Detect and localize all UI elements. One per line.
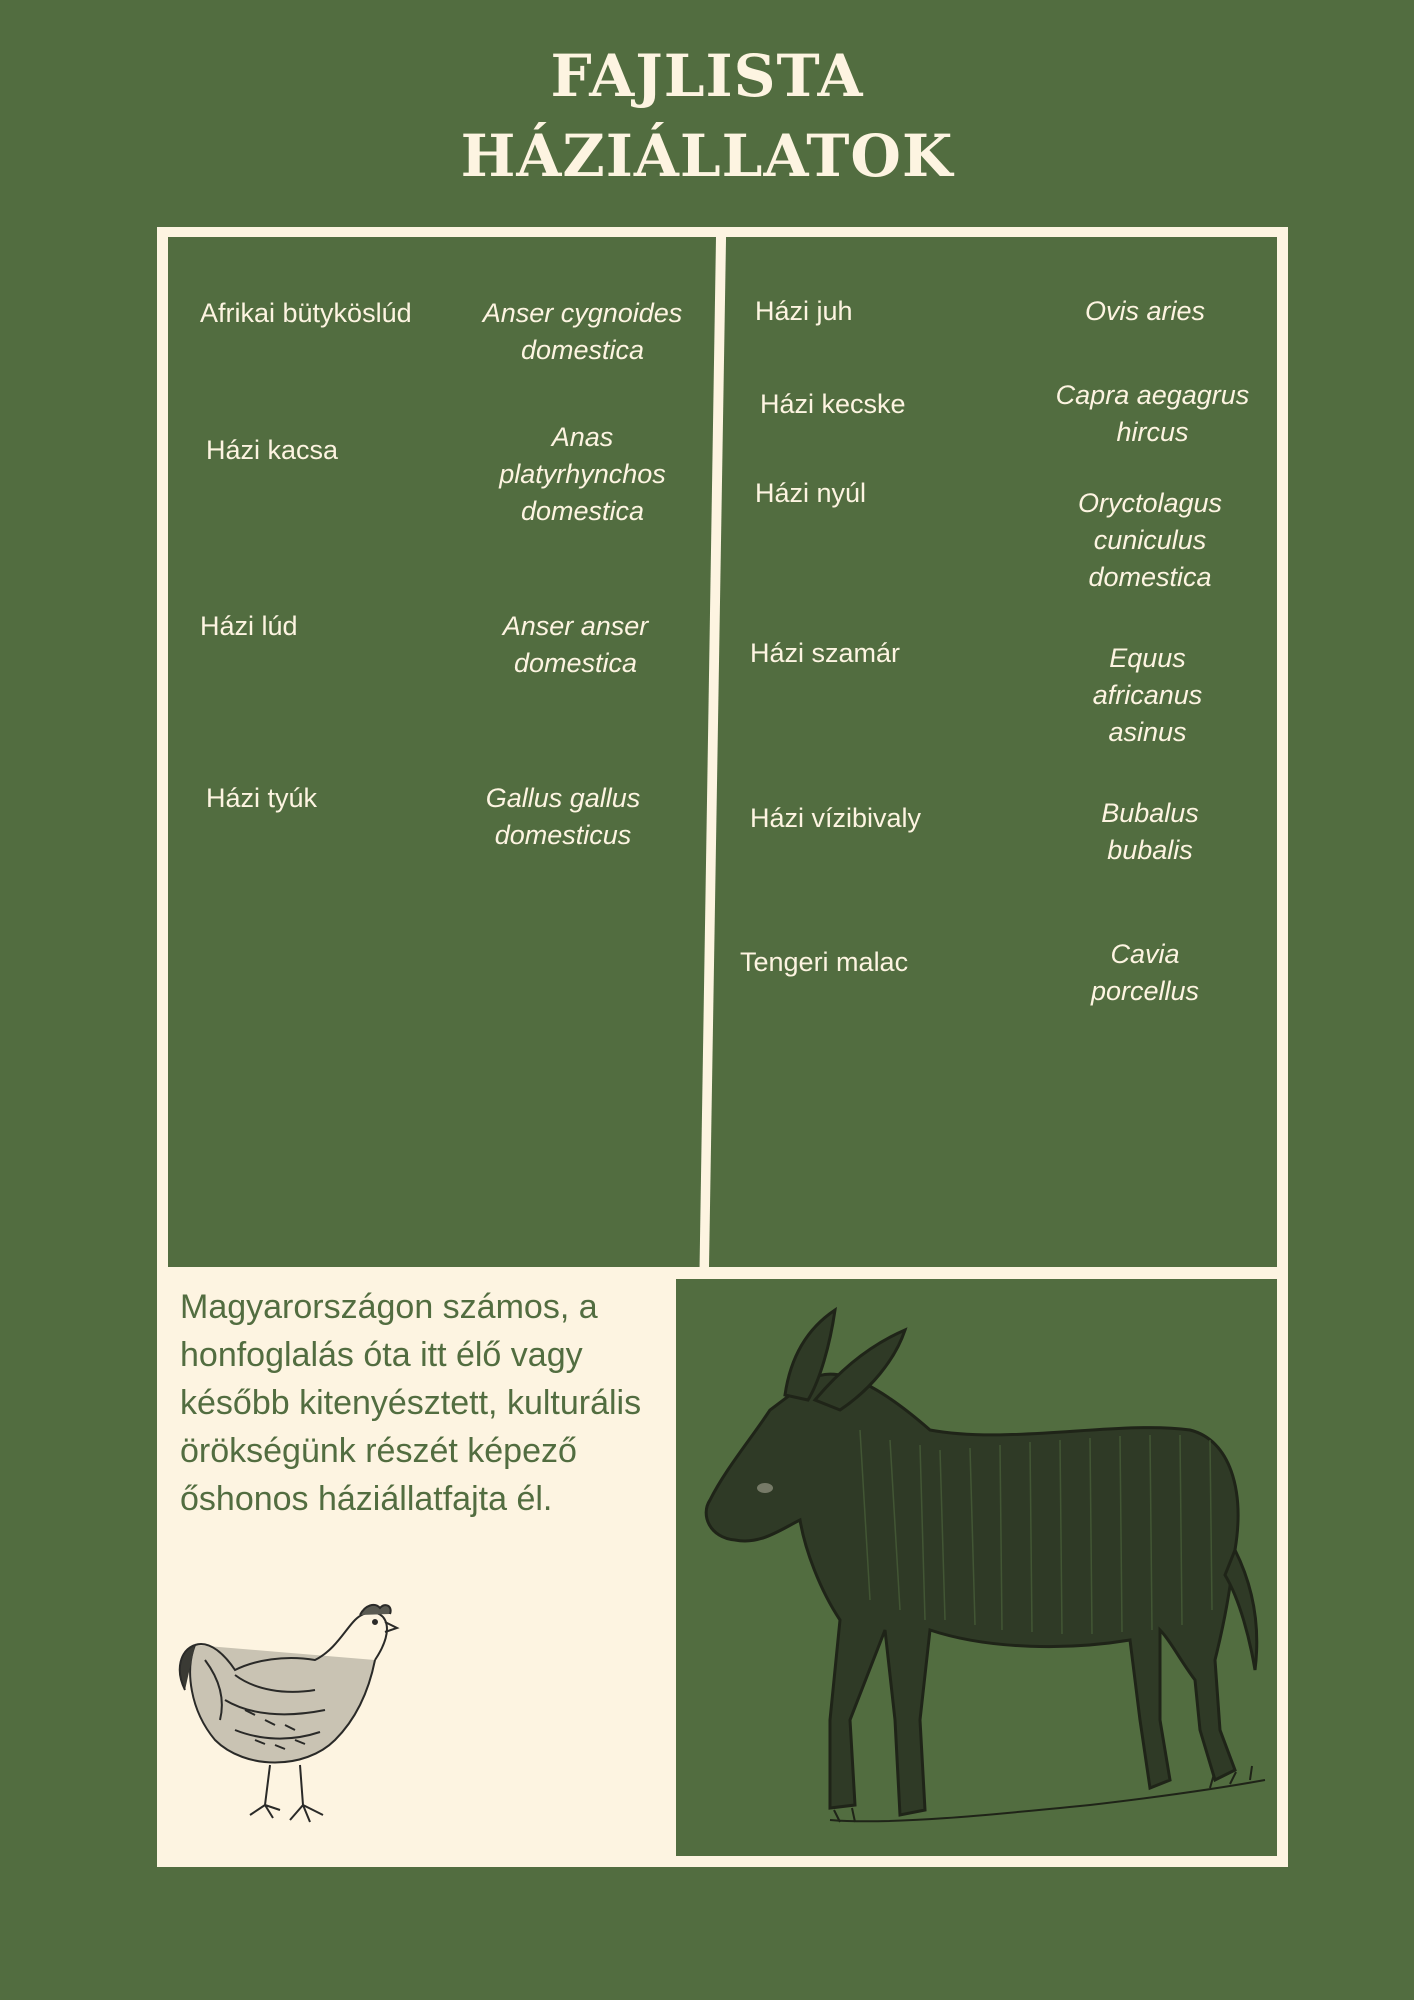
species-scientific-name: Cavia porcellus xyxy=(1090,939,1200,1006)
species-common-name: Házi szamár xyxy=(750,638,901,668)
species-scientific-name: Anser anser domestica xyxy=(502,611,649,678)
species-common-name: Tengeri malac xyxy=(740,947,909,977)
species-scientific-name: Anser cygnoides domestica xyxy=(482,298,683,365)
species-common-name: Házi kecske xyxy=(760,389,906,419)
species-panel-left xyxy=(168,237,716,1267)
species-common-name: Házi vízibivaly xyxy=(750,803,922,833)
species-scientific-name: Oryctolagus cuniculus domestica xyxy=(1077,488,1223,592)
hen-illustration xyxy=(175,1600,405,1840)
species-common-name: Házi juh xyxy=(755,296,853,326)
species-scientific-name: Gallus gallus domesticus xyxy=(485,783,641,850)
species-scientific-name: Equus africanus asinus xyxy=(1092,643,1203,747)
species-common-name: Házi nyúl xyxy=(755,478,867,508)
species-scientific-name: Anas platyrhynchos domestica xyxy=(499,422,666,526)
species-common-name: Házi tyúk xyxy=(206,783,318,813)
species-common-name: Afrikai bütyköslúd xyxy=(200,298,412,328)
page-title-line2: HÁZIÁLLATOK xyxy=(460,122,954,190)
species-scientific-name: Capra aegagrus hircus xyxy=(1055,380,1250,447)
page-title-line1: FAJLISTA xyxy=(550,42,864,110)
donkey-illustration xyxy=(690,1300,1270,1850)
intro-paragraph: Magyarországon számos, a honfoglalás óta itt élő vagy később kitenyésztett, kulturális örökségünk részét képező őshonos háziállatfajta él. xyxy=(180,1288,642,1518)
species-common-name: Házi lúd xyxy=(200,611,298,641)
species-common-name: Házi kacsa xyxy=(206,435,339,465)
species-scientific-name: Ovis aries xyxy=(1084,296,1206,326)
species-scientific-name: Bubalus bubalis xyxy=(1101,798,1199,865)
